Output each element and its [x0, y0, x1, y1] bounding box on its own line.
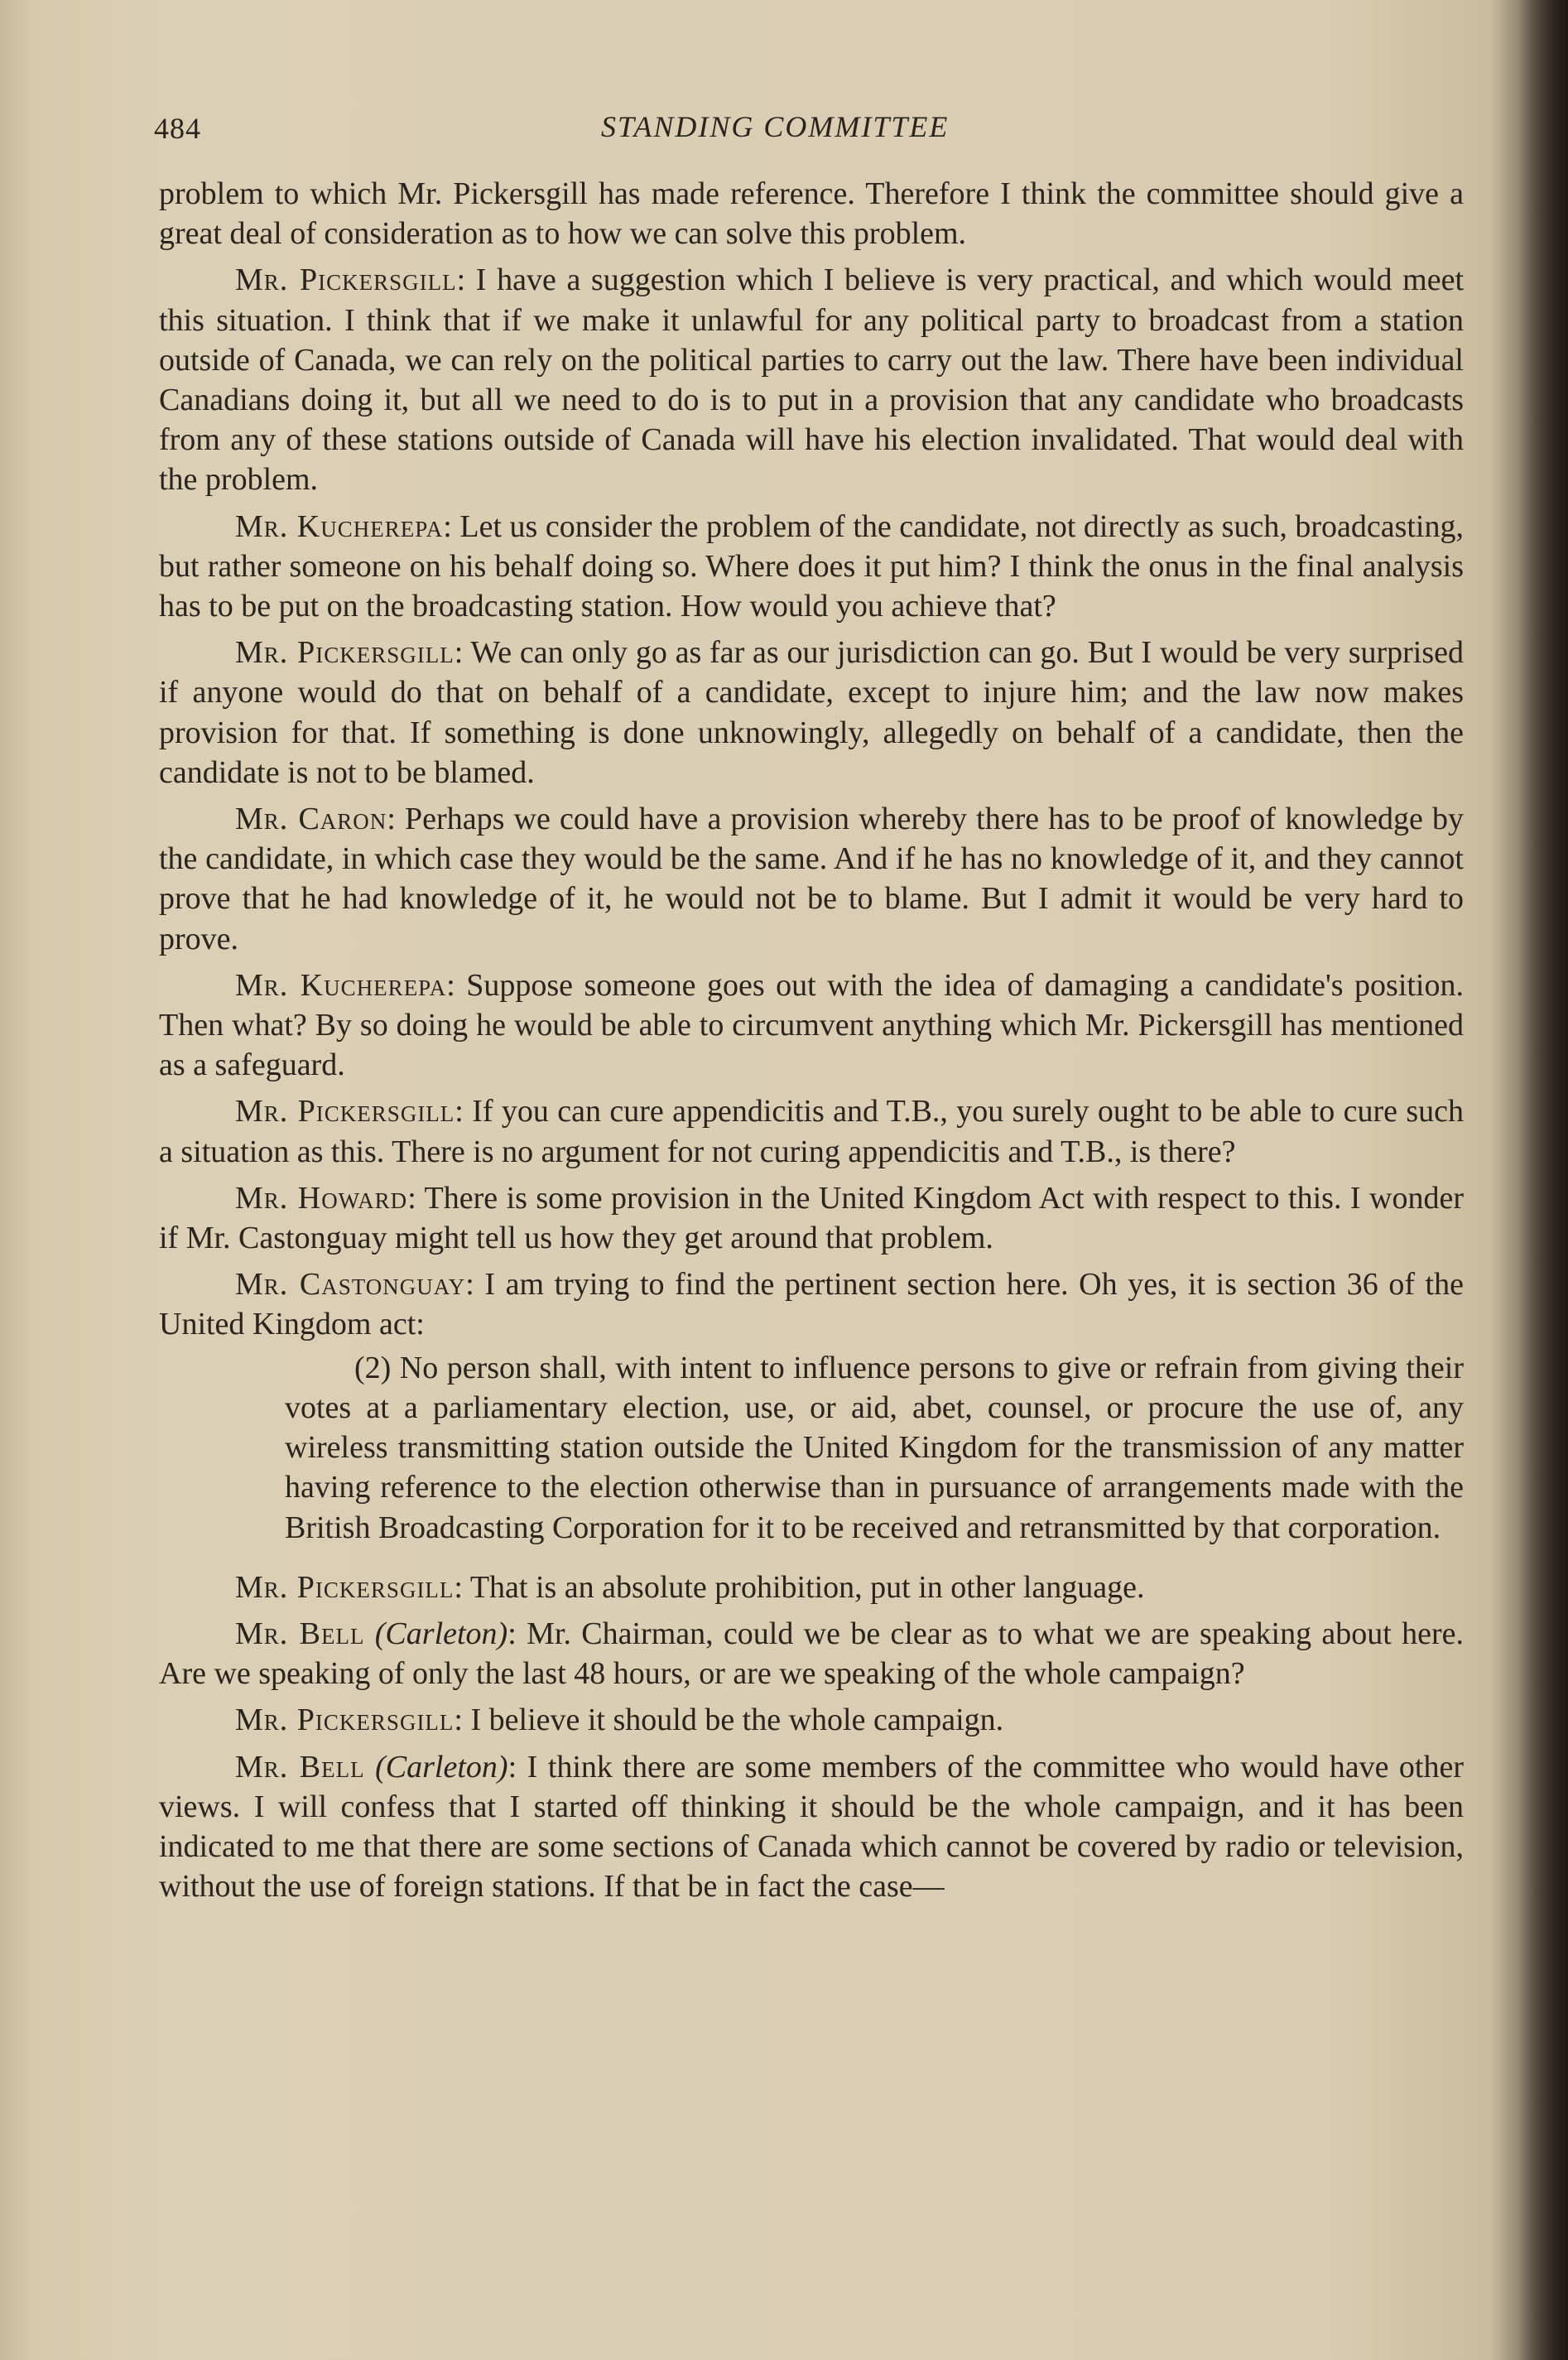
- book-spine-shadow: [1518, 0, 1568, 2360]
- page-number: 484: [154, 112, 201, 145]
- speech-caron-1: Mr. Caron: Perhaps we could have a provision whereby there has to be proof of knowledge by the candidate, in which case they would be the same. And if he has no knowledge of it, and they cannot prove that he had knowledge of it, he would not be to blame. But I admit it would be very hard to prove.: [159, 802, 1465, 956]
- speech-text: We can only go as far as our jurisdiction can go. But I would be very surprised if anyone would do that on behalf of a candidate, except to injure him; and the law now makes provision for that. If something is done unknowingly, allegedly on behalf of a candidate, then the candidate is not to be blamed.: [159, 635, 1464, 790]
- speech-text: If you can cure appendicitis and T.B., you surely ought to be able to cure such a situation as this. There is no argument for not curing appendicitis and T.B., is there?: [159, 1094, 1465, 1169]
- block-quote-uk-act: [159, 1348, 1464, 1548]
- speech-text: That is an absolute prohibition, put in other language.: [469, 1569, 1145, 1605]
- speech-pickersgill-3: Mr. Pickersgill: If you can cure appendicitis and T.B., you surely ought to be able to cure such a situation as this. There is no argument for not curing appendicitis and T.B., is there?: [159, 1094, 1465, 1169]
- speaker-riding: (Carleton): [375, 1749, 508, 1784]
- speaker-name: Mr. Pickersgill: [235, 1703, 455, 1738]
- speech-kucherepa-2: Mr. Kucherepa: Suppose someone goes out with the idea of damaging a candidate's position. Then what? By so doing he would be able to circumvent anything which Mr. Pickersgill has mentioned as a safeguard.: [159, 967, 1464, 1083]
- running-title: STANDING COMMITTEE: [601, 110, 950, 143]
- speaker-name: Mr. Bell: [235, 1749, 365, 1784]
- quote-text: (2) No person shall, with intent to influence persons to give or refrain from giving their votes at a parliamentary election, use, or aid, abet, counsel, or procure the use of, any wireless transmitting station outside the United Kingdom for the transmission of any matter having reference to the election otherwise than in pursuance of arrangements made with the British Broadcasting Corporation for it to be received and retransmitted by that corporation.: [285, 1350, 1464, 1545]
- speech-pickersgill-5: Mr. Pickersgill: I believe it should be the whole campaign.: [235, 1703, 1004, 1738]
- speaker-name: Mr. Pickersgill: [235, 1569, 455, 1605]
- speaker-name: Mr. Castonguay: [235, 1267, 466, 1303]
- speech-pickersgill-1: Mr. Pickersgill: I have a suggestion which I believe is very practical, and which would meet this situation. I think that if we make it unlawful for any political party to broadcast from a station outside of Canada, we can rely on the political parties to carry out the law. There have been individual Canadians doing it, but all we need to do is to put in a provision that any candidate who broadcasts from any of these stations outside of Canada will have his election invalidated. That would deal with the problem.: [159, 262, 1465, 498]
- speech-text: Let us consider the problem of the candidate, not directly as such, broadcasting, but rather someone on his behalf doing so. Where does it put him? I think the onus in the final analysis has to be put on the broadcasting station. How would you achieve that?: [159, 508, 1464, 624]
- page-body: [159, 174, 1464, 1906]
- speech-kucherepa-1: Mr. Kucherepa: Let us consider the problem of the candidate, not directly as such, broadcasting, but rather someone on his behalf doing so. Where does it put him? I think the onus in the final analysis has to be put on the broadcasting station. How would you achieve that?: [159, 508, 1464, 624]
- speech-text: Suppose someone goes out with the idea of damaging a candidate's position. Then what? By so doing he would be able to circumvent anything which Mr. Pickersgill has mentioned as a safeguard.: [159, 967, 1464, 1083]
- speech-text: I have a suggestion which I believe is very practical, and which would meet this situation. I think that if we make it unlawful for any political party to broadcast from a station outside of Canada, we can rely on the political parties to carry out the law. There have been individual Canadians doing it, but all we need to do is to put in a provision that any candidate who broadcasts from any of these stations outside of Canada will have his election invalidated. That would deal with the problem.: [159, 262, 1465, 498]
- paragraph-text: problem to which Mr. Pickersgill has made reference. Therefore I think the committee should give a great deal of consideration as to how we can solve this problem.: [159, 176, 1464, 252]
- speech-text: I am trying to find the pertinent section here. Oh yes, it is section 36 of the United Kingdom act:: [159, 1267, 1464, 1342]
- speech-bell-2: Mr. Bell (Carleton): I think there are some members of the committee who would have other views. I will confess that I started off thinking it should be the whole campaign, and it has been indicated to me that there are some sections of Canada which cannot be covered by radio or television, without the use of foreign stations. If that be in fact the case—: [159, 1749, 1465, 1905]
- speaker-name: Mr. Caron: [235, 802, 387, 837]
- speech-howard-1: Mr. Howard: There is some provision in the United Kingdom Act with respect to this. I wonder if Mr. Castonguay might tell us how they get around that problem.: [159, 1180, 1464, 1256]
- speaker-name: Mr. Bell: [235, 1616, 365, 1651]
- speech-text: Perhaps we could have a provision whereby there has to be proof of knowledge by the candidate, in which case they would be the same. And if he has no knowledge of it, and they cannot prove that he had knowledge of it, he would not be to blame. But I admit it would be very hard to prove.: [159, 802, 1465, 956]
- speaker-riding: (Carleton): [374, 1616, 508, 1651]
- speech-pickersgill-2: Mr. Pickersgill: We can only go as far as our jurisdiction can go. But I would be very surprised if anyone would do that on behalf of a candidate, except to injure him; and the law now makes provision for that. If something is done unknowingly, allegedly on behalf of a candidate, then the candidate is not to be blamed.: [159, 635, 1464, 790]
- speech-text: Mr. Chairman, could we be clear as to what we are speaking about here. Are we speaking of only the last 48 hours, or are we speaking of the whole campaign?: [159, 1616, 1465, 1692]
- speech-text: I believe it should be the whole campaign.: [470, 1703, 1004, 1738]
- speech-bell-1: Mr. Bell (Carleton): Mr. Chairman, could we be clear as to what we are speaking about here. Are we speaking of only the last 48 hours, or are we speaking of the whole campaign?: [159, 1616, 1465, 1692]
- paragraph-continuation: [159, 174, 1464, 253]
- speech-pickersgill-4: Mr. Pickersgill: That is an absolute prohibition, put in other language.: [235, 1569, 1145, 1605]
- speech-castonguay-1: Mr. Castonguay: I am trying to find the pertinent section here. Oh yes, it is section 36 of the United Kingdom act:: [159, 1267, 1464, 1342]
- speaker-name: Mr. Pickersgill: [235, 1094, 455, 1129]
- speaker-name: Mr. Howard: [235, 1180, 408, 1216]
- speaker-name: Mr. Kucherepa: [235, 967, 447, 1003]
- speaker-name: Mr. Pickersgill: [235, 262, 457, 298]
- speech-text: There is some provision in the United Kingdom Act with respect to this. I wonder if Mr. Castonguay might tell us how they get around that problem.: [159, 1180, 1464, 1256]
- speech-text: I think there are some members of the committee who would have other views. I will confess that I started off thinking it should be the whole campaign, and it has been indicated to me that there are some sections of Canada which cannot be covered by radio or television, without the use of foreign stations. If that be in fact the case—: [159, 1749, 1465, 1905]
- page-header: [154, 106, 1470, 156]
- speaker-name: Mr. Pickersgill: [235, 635, 455, 671]
- speaker-name: Mr. Kucherepa: [235, 508, 444, 544]
